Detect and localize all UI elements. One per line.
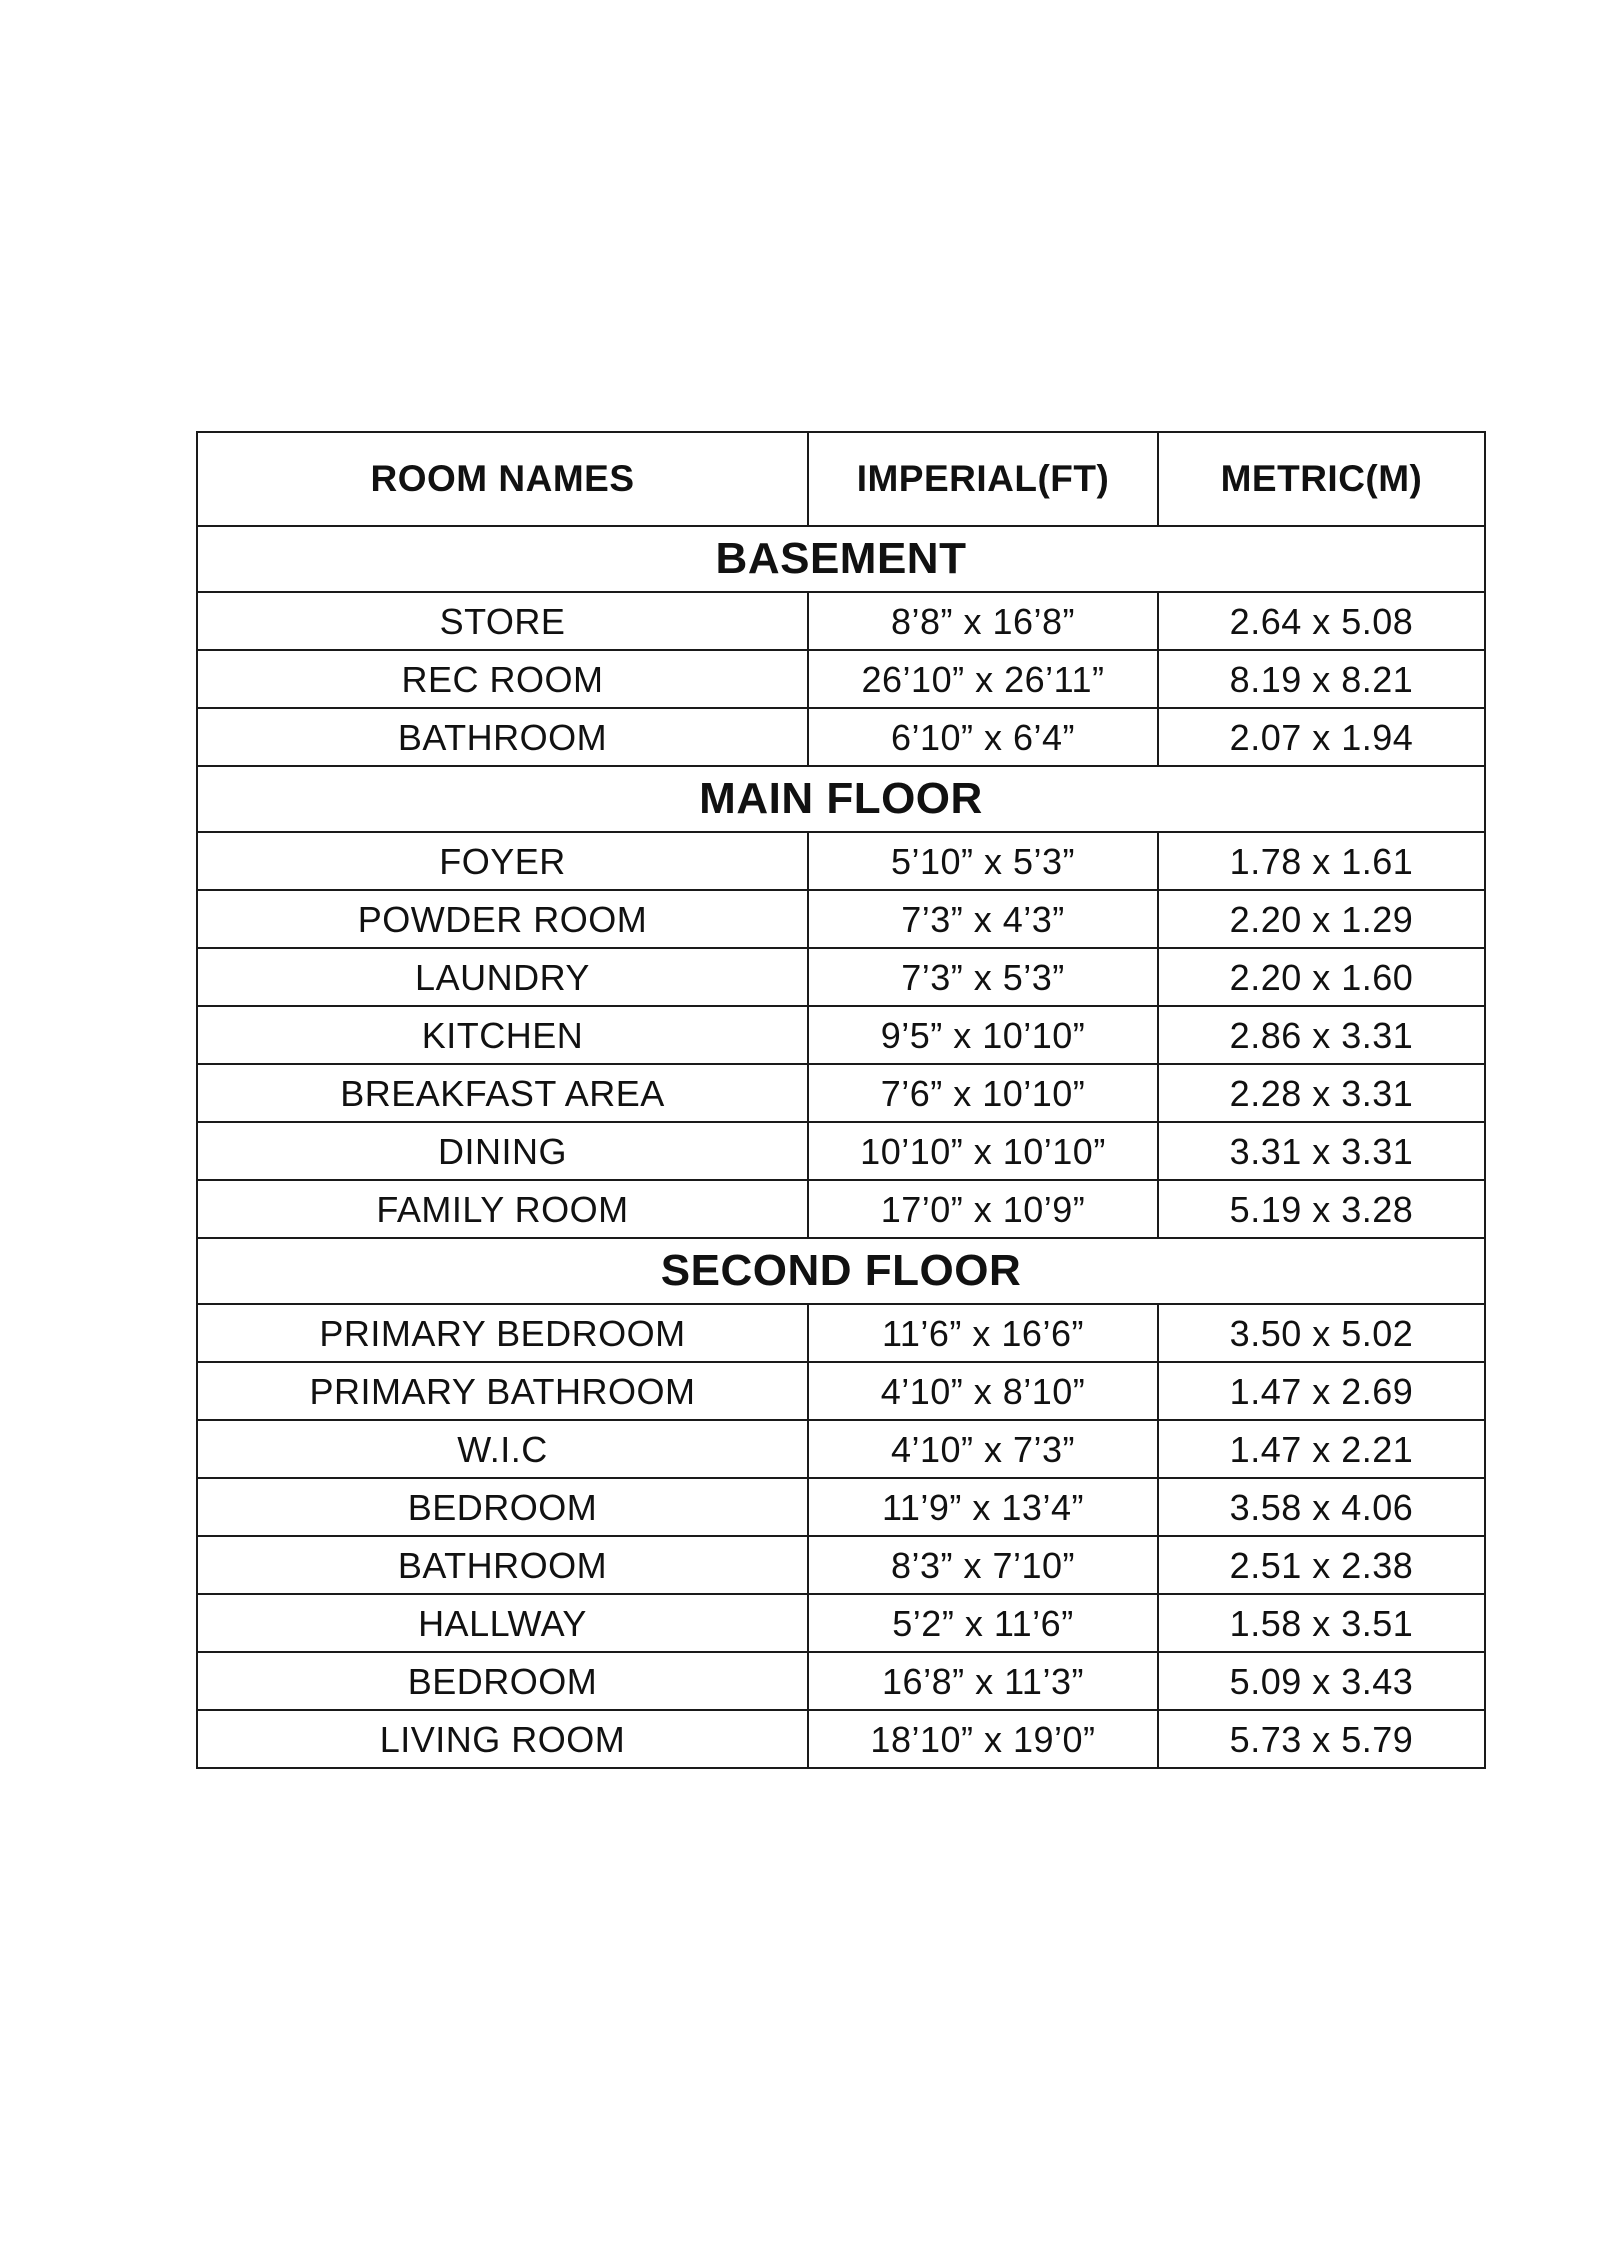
room-name: HALLWAY xyxy=(197,1594,808,1652)
room-name: PRIMARY BEDROOM xyxy=(197,1304,808,1362)
room-metric: 2.64 x 5.08 xyxy=(1158,592,1485,650)
table-row xyxy=(197,1006,1485,1064)
room-metric: 3.50 x 5.02 xyxy=(1158,1304,1485,1362)
room-metric: 2.20 x 1.29 xyxy=(1158,890,1485,948)
room-imperial: 11’9” x 13’4” xyxy=(808,1478,1158,1536)
table-row xyxy=(197,1420,1485,1478)
room-metric: 2.51 x 2.38 xyxy=(1158,1536,1485,1594)
room-name: BATHROOM xyxy=(197,708,808,766)
table-row xyxy=(197,948,1485,1006)
room-imperial: 16’8” x 11’3” xyxy=(808,1652,1158,1710)
room-imperial: 9’5” x 10’10” xyxy=(808,1006,1158,1064)
room-imperial: 6’10” x 6’4” xyxy=(808,708,1158,766)
table-row xyxy=(197,708,1485,766)
room-imperial: 17’0” x 10’9” xyxy=(808,1180,1158,1238)
room-imperial: 8’8” x 16’8” xyxy=(808,592,1158,650)
room-metric: 1.47 x 2.21 xyxy=(1158,1420,1485,1478)
table-row xyxy=(197,1594,1485,1652)
room-metric: 2.20 x 1.60 xyxy=(1158,948,1485,1006)
room-metric: 2.86 x 3.31 xyxy=(1158,1006,1485,1064)
room-name: W.I.C xyxy=(197,1420,808,1478)
table-header-row xyxy=(197,432,1485,526)
table-row xyxy=(197,1478,1485,1536)
room-imperial: 26’10” x 26’11” xyxy=(808,650,1158,708)
room-name: KITCHEN xyxy=(197,1006,808,1064)
room-name: FOYER xyxy=(197,832,808,890)
room-metric: 8.19 x 8.21 xyxy=(1158,650,1485,708)
table-row xyxy=(197,1652,1485,1710)
header-imperial: IMPERIAL(FT) xyxy=(808,432,1158,526)
room-metric: 5.19 x 3.28 xyxy=(1158,1180,1485,1238)
room-dimensions-sheet xyxy=(196,431,1484,1769)
room-name: BATHROOM xyxy=(197,1536,808,1594)
room-imperial: 4’10” x 8’10” xyxy=(808,1362,1158,1420)
room-imperial: 4’10” x 7’3” xyxy=(808,1420,1158,1478)
room-name: FAMILY ROOM xyxy=(197,1180,808,1238)
table-row xyxy=(197,832,1485,890)
room-name: LIVING ROOM xyxy=(197,1710,808,1768)
room-name: PRIMARY BATHROOM xyxy=(197,1362,808,1420)
room-imperial: 10’10” x 10’10” xyxy=(808,1122,1158,1180)
room-name: POWDER ROOM xyxy=(197,890,808,948)
table-row xyxy=(197,1362,1485,1420)
room-metric: 5.73 x 5.79 xyxy=(1158,1710,1485,1768)
room-imperial: 7’3” x 4’3” xyxy=(808,890,1158,948)
section-row-basement xyxy=(197,526,1485,592)
room-name: LAUNDRY xyxy=(197,948,808,1006)
room-metric: 3.58 x 4.06 xyxy=(1158,1478,1485,1536)
room-imperial: 7’3” x 5’3” xyxy=(808,948,1158,1006)
room-imperial: 18’10” x 19’0” xyxy=(808,1710,1158,1768)
room-imperial: 8’3” x 7’10” xyxy=(808,1536,1158,1594)
room-metric: 2.28 x 3.31 xyxy=(1158,1064,1485,1122)
room-metric: 1.78 x 1.61 xyxy=(1158,832,1485,890)
header-metric: METRIC(M) xyxy=(1158,432,1485,526)
room-metric: 1.58 x 3.51 xyxy=(1158,1594,1485,1652)
room-name: STORE xyxy=(197,592,808,650)
room-name: BEDROOM xyxy=(197,1652,808,1710)
room-dimensions-table xyxy=(196,431,1486,1769)
room-name: BEDROOM xyxy=(197,1478,808,1536)
table-row xyxy=(197,1064,1485,1122)
table-row xyxy=(197,592,1485,650)
room-metric: 2.07 x 1.94 xyxy=(1158,708,1485,766)
section-row-main-floor xyxy=(197,766,1485,832)
section-title: MAIN FLOOR xyxy=(197,766,1485,832)
room-imperial: 5’10” x 5’3” xyxy=(808,832,1158,890)
header-room-names: ROOM NAMES xyxy=(197,432,808,526)
table-row xyxy=(197,1122,1485,1180)
table-row xyxy=(197,1710,1485,1768)
section-title: SECOND FLOOR xyxy=(197,1238,1485,1304)
room-metric: 5.09 x 3.43 xyxy=(1158,1652,1485,1710)
room-name: REC ROOM xyxy=(197,650,808,708)
table-row xyxy=(197,890,1485,948)
room-name: DINING xyxy=(197,1122,808,1180)
table-row xyxy=(197,1536,1485,1594)
room-name: BREAKFAST AREA xyxy=(197,1064,808,1122)
section-row-second-floor xyxy=(197,1238,1485,1304)
room-metric: 1.47 x 2.69 xyxy=(1158,1362,1485,1420)
table-row xyxy=(197,1180,1485,1238)
section-title: BASEMENT xyxy=(197,526,1485,592)
room-imperial: 7’6” x 10’10” xyxy=(808,1064,1158,1122)
room-imperial: 5’2” x 11’6” xyxy=(808,1594,1158,1652)
table-row xyxy=(197,1304,1485,1362)
table-row xyxy=(197,650,1485,708)
room-metric: 3.31 x 3.31 xyxy=(1158,1122,1485,1180)
room-imperial: 11’6” x 16’6” xyxy=(808,1304,1158,1362)
